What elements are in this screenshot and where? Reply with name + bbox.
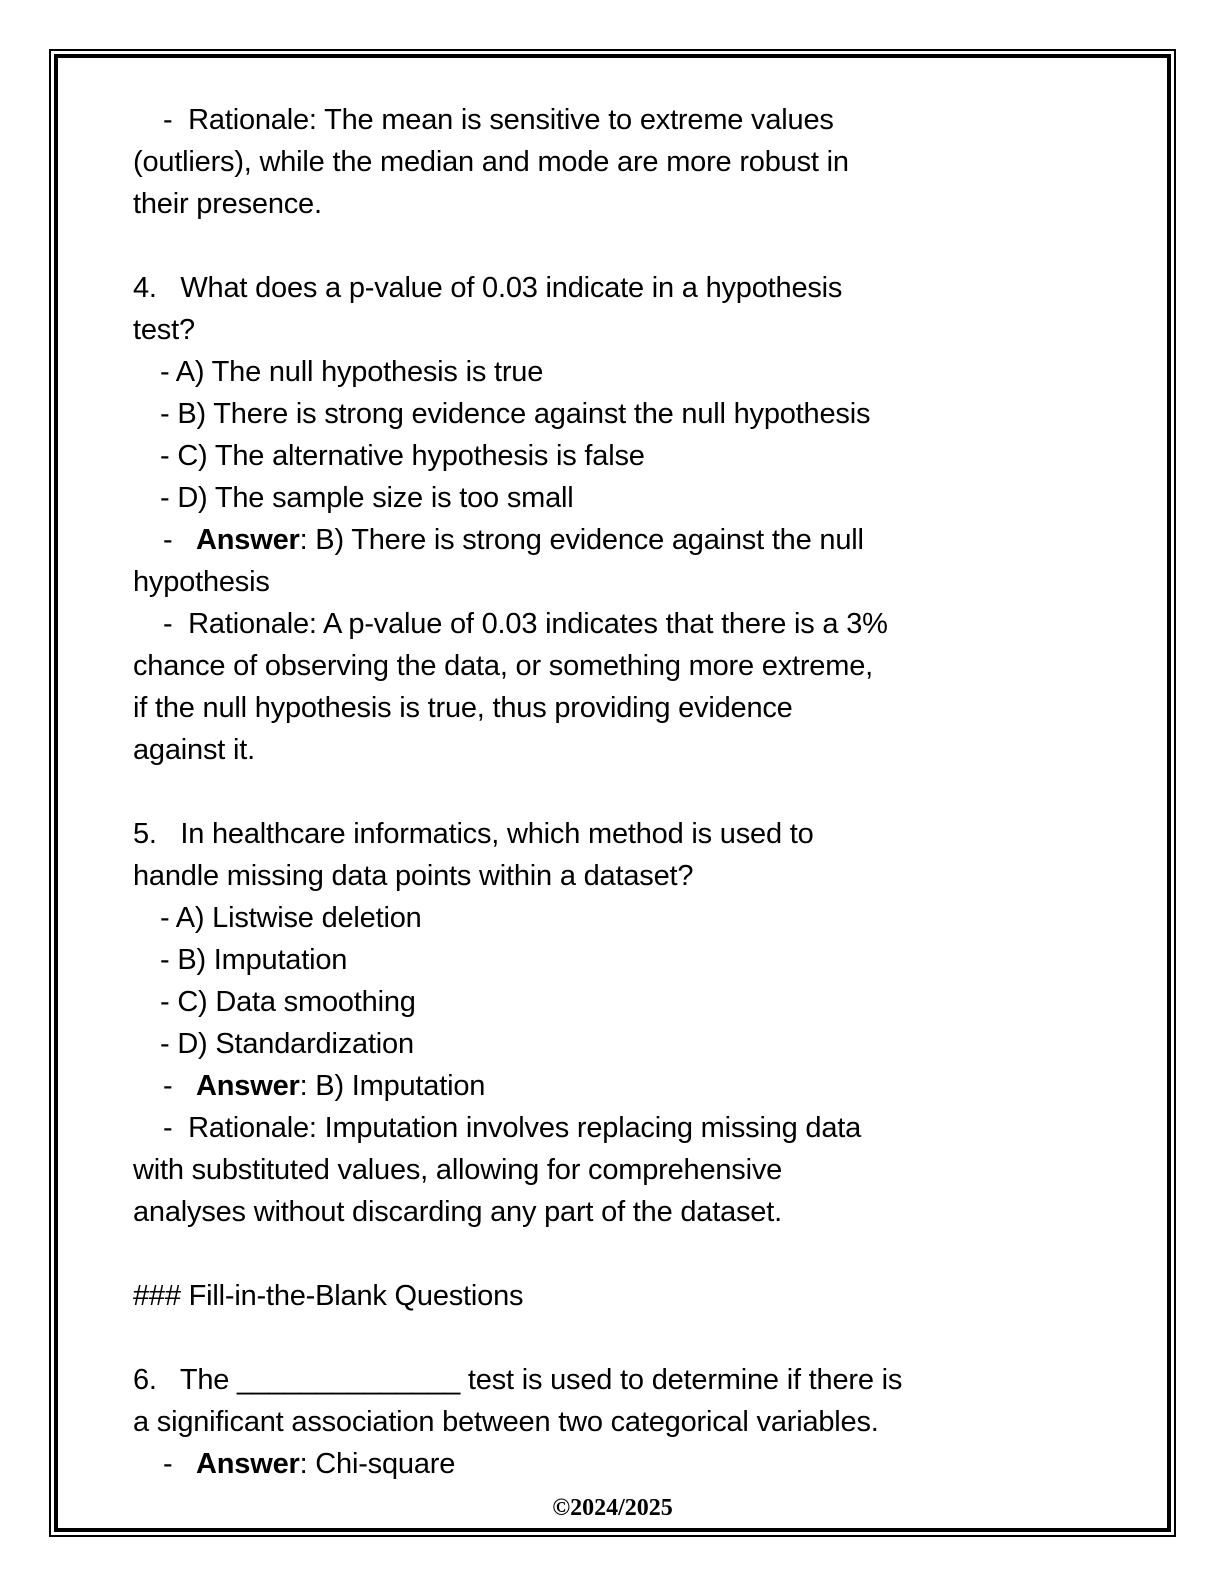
text-line bbox=[133, 561, 1117, 603]
text-line bbox=[133, 1149, 1117, 1191]
text-segment: hypothesis bbox=[133, 566, 270, 598]
text-segment: - D) Standardization bbox=[160, 1028, 414, 1060]
text-line bbox=[163, 603, 1117, 645]
blank-line bbox=[133, 225, 1117, 267]
text-line bbox=[160, 393, 1117, 435]
text-segment: chance of observing the data, or something more extreme, bbox=[133, 650, 873, 682]
text-segment: : Chi-square bbox=[299, 1448, 456, 1480]
text-segment: - A) The null hypothesis is true bbox=[160, 356, 544, 388]
text-line bbox=[160, 435, 1117, 477]
answer-label: Answer bbox=[196, 524, 300, 556]
text-line bbox=[133, 309, 1117, 351]
blank-line bbox=[133, 1317, 1117, 1359]
text-segment: : B) Imputation bbox=[299, 1070, 486, 1102]
text-line bbox=[133, 1191, 1117, 1233]
text-segment: : B) There is strong evidence against the null bbox=[299, 524, 864, 556]
text-line bbox=[133, 267, 1117, 309]
text-segment: a significant association between two categorical variables. bbox=[133, 1406, 879, 1438]
text-segment: - bbox=[163, 524, 197, 556]
text-segment: (outliers), while the median and mode are more robust in bbox=[133, 146, 849, 178]
text-line bbox=[133, 141, 1117, 183]
text-line bbox=[160, 939, 1117, 981]
text-line bbox=[160, 981, 1117, 1023]
text-segment: 4. What does a p-value of 0.03 indicate in a hypothesis bbox=[133, 272, 843, 304]
text-line bbox=[163, 99, 1117, 141]
text-segment: - bbox=[163, 1070, 197, 1102]
text-line bbox=[133, 1401, 1117, 1443]
text-segment: 6. The ______________ test is used to determine if there is bbox=[133, 1364, 903, 1396]
text-segment: their presence. bbox=[133, 188, 322, 220]
document-content bbox=[58, 58, 1167, 1485]
text-segment: handle missing data points within a dataset? bbox=[133, 860, 694, 892]
answer-label: Answer bbox=[196, 1448, 300, 1480]
blank-line bbox=[133, 771, 1117, 813]
text-segment: analyses without discarding any part of the dataset. bbox=[133, 1196, 782, 1228]
text-line bbox=[160, 477, 1117, 519]
text-line bbox=[160, 1023, 1117, 1065]
text-line bbox=[160, 351, 1117, 393]
answer-label: Answer bbox=[196, 1070, 300, 1102]
text-line bbox=[133, 645, 1117, 687]
text-segment: - B) Imputation bbox=[160, 944, 348, 976]
text-segment: test? bbox=[133, 314, 195, 346]
text-segment: - Rationale: A p-value of 0.03 indicates that there is a 3% bbox=[163, 608, 888, 640]
text-segment: - C) Data smoothing bbox=[160, 986, 416, 1018]
text-segment: with substituted values, allowing for comprehensive bbox=[133, 1154, 783, 1186]
text-line bbox=[163, 519, 1117, 561]
text-segment: - Rationale: Imputation involves replacing missing data bbox=[163, 1112, 862, 1144]
text-segment: - B) There is strong evidence against the null hypothesis bbox=[160, 398, 871, 430]
blank-line bbox=[133, 1233, 1117, 1275]
text-segment: against it. bbox=[133, 734, 255, 766]
text-line bbox=[163, 1107, 1117, 1149]
text-line bbox=[133, 729, 1117, 771]
text-segment: - bbox=[163, 1448, 197, 1480]
footer-copyright: ©2024/2025 bbox=[552, 1495, 673, 1521]
text-line bbox=[133, 687, 1117, 729]
text-line bbox=[133, 813, 1117, 855]
text-segment: 5. In healthcare informatics, which method is used to bbox=[133, 818, 814, 850]
text-segment: ### Fill-in-the-Blank Questions bbox=[133, 1280, 524, 1312]
text-line bbox=[133, 1275, 1117, 1317]
text-segment: - C) The alternative hypothesis is false bbox=[160, 440, 645, 472]
text-line bbox=[163, 1065, 1117, 1107]
text-line bbox=[133, 183, 1117, 225]
text-segment: if the null hypothesis is true, thus providing evidence bbox=[133, 692, 793, 724]
page-border-frame bbox=[54, 54, 1171, 1532]
text-segment: - A) Listwise deletion bbox=[160, 902, 422, 934]
text-line bbox=[163, 1443, 1117, 1485]
text-line bbox=[160, 897, 1117, 939]
text-segment: - Rationale: The mean is sensitive to extreme values bbox=[163, 104, 834, 136]
text-line bbox=[133, 855, 1117, 897]
text-segment: - D) The sample size is too small bbox=[160, 482, 574, 514]
text-line bbox=[133, 1359, 1117, 1401]
